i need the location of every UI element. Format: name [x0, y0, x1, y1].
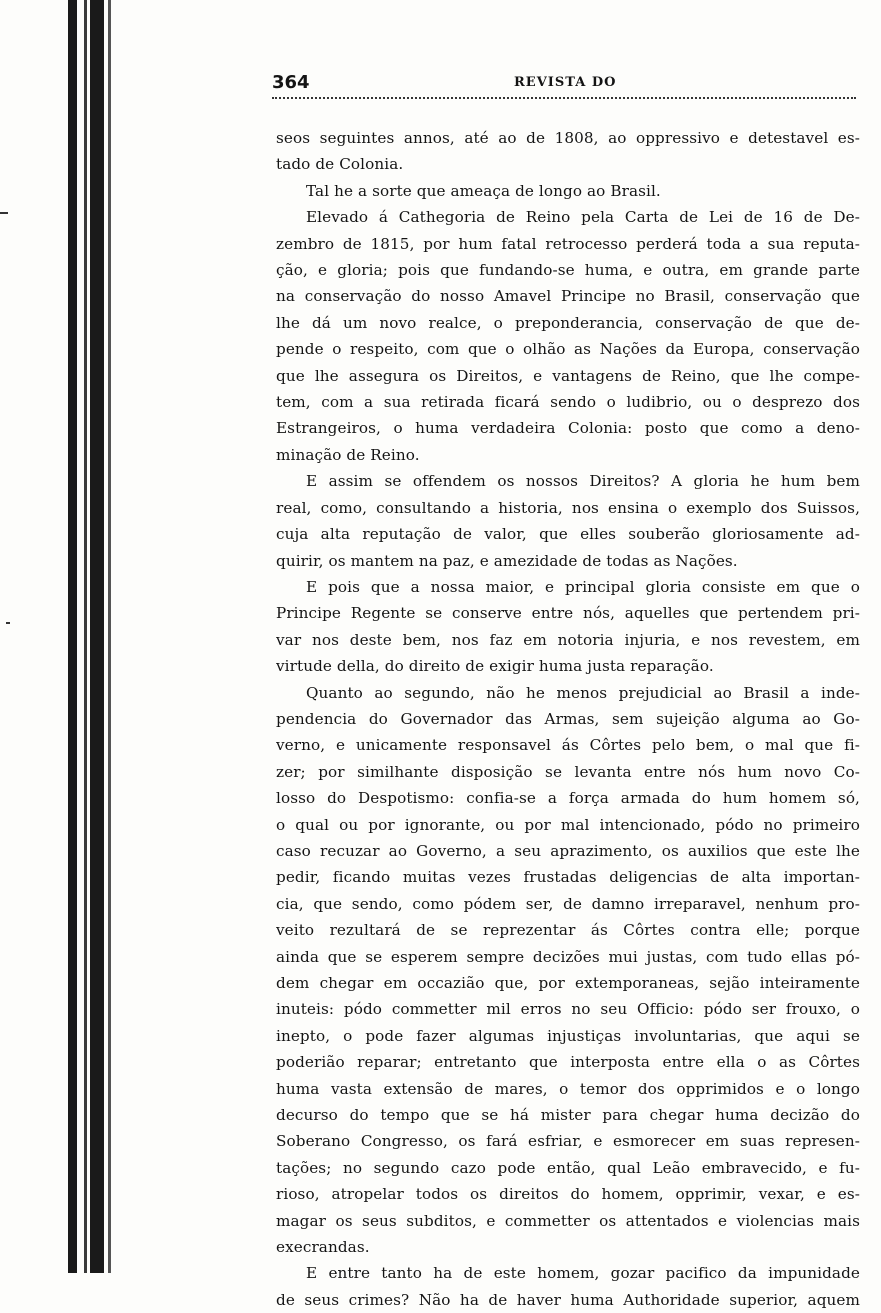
text-line: ainda que se esperem sempre decizões mui justas, com tudo ellas pó-: [276, 947, 860, 966]
text-line: zembro de 1815, por hum fatal retrocesso perderá toda a sua reputa-: [276, 234, 860, 253]
text-line: ção, e gloria; pois que fundando-se huma, e outra, em grande parte: [276, 261, 860, 280]
text-line: lhe dá um novo realce, o preponderancia, conservação de que de-: [276, 313, 860, 332]
text-line: Tal he a sorte que ameaça de longo ao Brasil.: [306, 181, 661, 200]
text-line: tado de Colonia.: [276, 155, 404, 174]
text-line: execrandas.: [276, 1238, 370, 1257]
text-line: inepto, o pode fazer algumas injustiças involuntarias, que aqui se: [276, 1026, 860, 1045]
text-line: quirir, os mantem na paz, e amezidade de todas as Nações.: [276, 551, 738, 570]
book-gutter: [0, 0, 120, 1273]
text-line: rioso, atropelar todos os direitos do homem, opprimir, vexar, e es-: [276, 1185, 860, 1204]
text-line: dem chegar em occazião que, por extemporaneas, sejão inteiramente: [276, 974, 860, 992]
text-line: cia, que sendo, como pódem ser, de damno irreparavel, nenhum pro-: [276, 894, 860, 913]
text-line: verno, e unicamente responsavel ás Côrtes pelo bem, o mal que fi-: [276, 736, 860, 755]
text-line: veito rezultará de se reprezentar ás Côrtes contra elle; porque: [276, 921, 860, 940]
text-line: E entre tanto ha de este homem, gozar pacifico da impunidade: [306, 1264, 860, 1283]
gutter-shadow: [68, 0, 77, 1273]
margin-mark: [0, 212, 8, 214]
gutter-shadow: [84, 0, 87, 1273]
running-title: REVISTA DO: [514, 75, 617, 90]
text-line: o qual ou por ignorante, ou por mal intencionado, pódo no primeiro: [276, 815, 860, 834]
text-line: na conservação do nosso Amavel Principe no Brasil, conservação que: [276, 287, 860, 306]
page-number: 364: [272, 72, 310, 93]
text-line: E assim se offendem os nossos Direitos? A gloria he hum bem: [306, 472, 860, 491]
text-line: E pois que a nossa maior, e principal gloria consiste em que o: [306, 577, 860, 596]
text-line: losso do Despotismo: confia-se a força armada do hum homem só,: [276, 789, 860, 808]
text-line: var nos deste bem, nos faz em notoria injuria, e nos revestem, em: [276, 630, 860, 649]
text-line: tações; no segundo cazo pode então, qual Leão embravecido, e fu-: [276, 1158, 860, 1177]
text-line: poderião reparar; entretanto que interposta entre ella o as Côrtes: [276, 1053, 860, 1072]
text-line: minação de Reino.: [276, 445, 420, 464]
header-rule: [272, 97, 856, 99]
gutter-shadow: [108, 0, 111, 1273]
text-line: Principe Regente se conserve entre nós, aquelles que pertendem pri-: [276, 604, 860, 623]
text-line: real, como, consultando a historia, nos ensina o exemplo dos Suissos,: [276, 498, 860, 517]
text-line: pende o respeito, com que o olhão as Nações da Europa, conservação: [276, 340, 860, 359]
gutter-shadow: [90, 0, 104, 1273]
text-line: pedir, ficando muitas vezes frustadas deligencias de alta importan-: [276, 868, 860, 887]
text-line: Estrangeiros, o huma verdadeira Colonia: posto que como a deno-: [276, 419, 860, 438]
text-body: [276, 125, 860, 1313]
text-line: magar os seus subditos, e commetter os attentados e violencias mais: [276, 1211, 860, 1230]
text-line: que lhe assegura os Direitos, e vantagens de Reino, que lhe compe-: [276, 366, 860, 385]
text-line: virtude della, do direito de exigir huma justa reparação.: [276, 657, 714, 676]
text-line: cuja alta reputação de valor, que elles souberão gloriosamente ad-: [276, 525, 860, 544]
text-line: Elevado á Cathegoria de Reino pela Carta de Lei de 16 de De-: [306, 208, 860, 227]
text-line: seos seguintes annos, até ao de 1808, ao oppressivo e detestavel es-: [276, 129, 860, 147]
text-line: huma vasta extensão de mares, o temor dos opprimidos e o longo: [276, 1079, 860, 1098]
margin-mark: [6, 622, 10, 624]
text-line: inuteis: pódo commetter mil erros no seu Officio: pódo ser frouxo, o: [276, 1000, 860, 1019]
text-line: decurso do tempo que se há mister para chegar huma decizão do: [276, 1106, 860, 1125]
text-line: tem, com a sua retirada ficará sendo o ludibrio, ou o desprezo dos: [276, 393, 860, 412]
text-line: caso recuzar ao Governo, a seu aprazimento, os auxilios que este lhe: [276, 841, 860, 860]
text-line: zer; por similhante disposição se levanta entre nós hum novo Co-: [276, 762, 860, 781]
text-line: Quanto ao segundo, não he menos prejudicial ao Brasil a inde-: [306, 683, 860, 702]
text-line: pendencia do Governador das Armas, sem sujeição alguma ao Go-: [276, 709, 860, 728]
text-line: Soberano Congresso, os fará esfriar, e esmorecer em suas represen-: [276, 1132, 860, 1151]
page-header: [272, 72, 856, 94]
text-line: de seus crimes? Não ha de haver huma Authoridade superior, aquem: [276, 1290, 860, 1309]
